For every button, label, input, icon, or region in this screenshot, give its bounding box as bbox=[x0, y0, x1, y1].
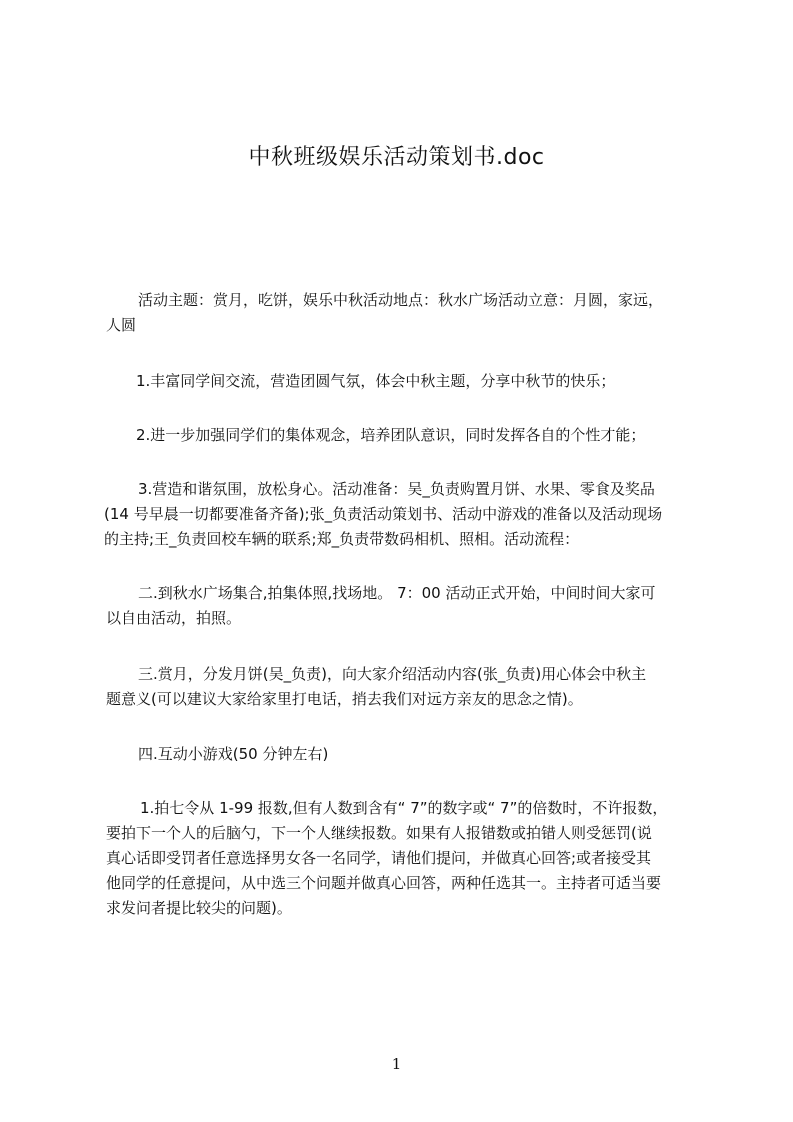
paragraph-goal-3-preparation bbox=[104, 477, 709, 552]
paragraph-theme bbox=[106, 288, 706, 338]
paragraph-step-3 bbox=[106, 662, 706, 712]
paragraph-step-4 bbox=[138, 742, 706, 767]
paragraph-goal-1 bbox=[136, 369, 706, 394]
text-line: 以自由活动，拍照。 bbox=[106, 609, 242, 627]
paragraph-step-2 bbox=[106, 581, 706, 631]
text-line: 真心话即受罚者任意选择男女各一名同学，请他们提问，并做真心回答;或者接受其 bbox=[106, 849, 652, 867]
text-line: 1.拍七令从 1-99 报数,但有人数到含有“ 7”的数字或“ 7”的倍数时，不许报数， bbox=[140, 799, 668, 817]
text-line: 他同学的任意提问，从中选三个问题并做真心回答，两种任选其一。主持者可适当要 bbox=[106, 874, 662, 892]
text-line: 二.到秋水广场集合,拍集体照,找场地。 7：00 活动正式开始，中间时间大家可 bbox=[138, 584, 656, 602]
text-line: 的主持;王_负责回校车辆的联系;郑_负责带数码相机、照相。活动流程： bbox=[104, 530, 580, 548]
page-number: 1 bbox=[391, 1055, 402, 1073]
paragraph-game-1 bbox=[106, 796, 716, 921]
text-line: 1.丰富同学间交流，营造团圆气氛，体会中秋主题，分享中秋节的快乐； bbox=[136, 372, 616, 390]
text-line: 活动主题：赏月，吃饼，娱乐中秋活动地点：秋水广场活动立意：月圆，家远， bbox=[138, 291, 664, 309]
text-line: 人圆 bbox=[106, 316, 137, 334]
text-line: 求发问者提比较尖的问题)。 bbox=[106, 899, 292, 917]
document-title: 中秋班级娱乐活动策划书.doc bbox=[248, 145, 545, 170]
text-line: 四.互动小游戏(50 分钟左右) bbox=[138, 745, 329, 763]
text-line: 要拍下一个人的后脑勺，下一个人继续报数。如果有人报错数或拍错人则受惩罚(说 bbox=[106, 824, 652, 842]
paragraph-goal-2 bbox=[136, 423, 706, 448]
text-line: (14 号早晨一切都要准备齐备);张_负责活动策划书、活动中游戏的准备以及活动现场 bbox=[104, 505, 663, 523]
text-line: 三.赏月，分发月饼(吴_负责)，向大家介绍活动内容(张_负责)用心体会中秋主 bbox=[138, 665, 647, 683]
text-line: 题意义(可以建议大家给家里打电话，捎去我们对远方亲友的思念之情)。 bbox=[106, 690, 583, 708]
text-line: 3.营造和谐氛围，放松身心。活动准备：吴_负责购置月饼、水果、零食及奖品 bbox=[138, 480, 655, 498]
text-line: 2.进一步加强同学们的集体观念，培养团队意识，同时发挥各自的个性才能； bbox=[136, 426, 646, 444]
